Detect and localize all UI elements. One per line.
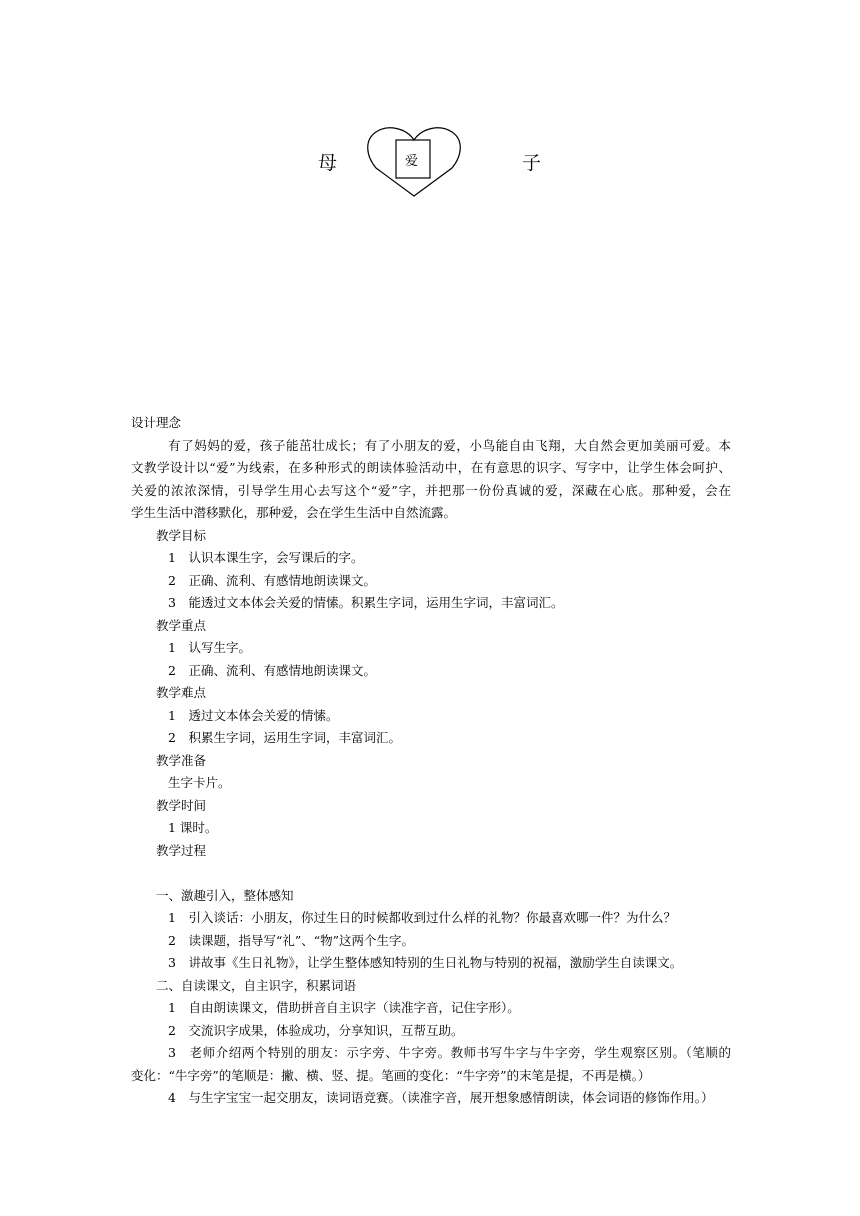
blank-line: [131, 862, 731, 885]
title-char-mother: 母: [318, 152, 338, 174]
list-item-continuation: 变化：“牛字旁”的笔顺是：撇、横、竖、提。笔画的变化：“牛字旁”的末笔是提，不再是横。）: [131, 1067, 651, 1083]
title-char-love: 爱: [405, 154, 419, 169]
list-item: 2 交流识字成果，体验成功，分享知识，互帮互助。: [168, 1022, 464, 1038]
list-item: 1 课时。: [168, 820, 218, 835]
section-heading: 教学时间: [156, 797, 207, 813]
list-item: 1 自由朗读课文，借助拼音自主识字（读准字音，记住字形）。: [168, 1000, 520, 1015]
title-char-child: 子: [522, 152, 542, 174]
list-item: 2 正确、流利、有感情地朗读课文。: [168, 572, 376, 588]
list-item: 1 透过文本体会关爱的情愫。: [168, 707, 339, 723]
section-heading: 教学重点: [156, 617, 207, 633]
section-heading: 教学目标: [156, 527, 207, 543]
process-heading: 一、激趣引入，整体感知: [156, 887, 294, 903]
list-item: 生字卡片。: [168, 775, 231, 790]
section-heading: 教学准备: [156, 752, 207, 768]
list-item: 2 正确、流利、有感情地朗读课文。: [168, 662, 376, 678]
list-item: 2 读课题，指导写“礼”、“物”这两个生字。: [168, 932, 415, 948]
process-heading: 二、自读课文，自主识字，积累词语: [156, 977, 357, 993]
paragraph-line: 文教学设计以“爱”为线索，在多种形式的朗读体验活动中，在有意思的识字、写字中，让学生体会呵护、: [131, 460, 731, 475]
section-heading: 教学难点: [156, 685, 207, 700]
list-item: 3 能透过文本体会关爱的情愫。积累生字词，运用生字词，丰富词汇。: [168, 595, 564, 610]
list-item: 2 积累生字词，运用生字词，丰富词汇。: [168, 730, 401, 745]
paragraph-line: 有了妈妈的爱，孩子能茁壮成长；有了小朋友的爱，小鸟能自由飞翔，大自然会更加美丽可爱。本: [168, 437, 731, 453]
list-item: 1 认识本课生字，会写课后的字。: [168, 550, 364, 565]
list-item: 4 与生字宝宝一起交朋友，读词语竞赛。（读准字音，展开想象感情朗读，体会词语的修饰作用。）: [168, 1090, 714, 1105]
paragraph-line: 关爱的浓浓深情，引导学生用心去写这个“爱”字，并把那一份份真诚的爱，深藏在心底。那种爱，会在: [131, 482, 731, 498]
list-item: 1 认写生字。: [168, 640, 251, 655]
list-item: 3 老师介绍两个特别的朋友：示字旁、牛字旁。教师书写牛字与牛字旁，学生观察区别。（笔顺的: [168, 1045, 731, 1060]
section-heading: 教学过程: [156, 842, 207, 858]
section-heading: 设计理念: [131, 415, 182, 430]
list-item: 3 讲故事《生日礼物》，让学生整体感知特别的生日礼物与特别的祝福，激励学生自读课文。: [168, 955, 683, 970]
list-item: 1 引入谈话：小朋友，你过生日的时候都收到过什么样的礼物？你最喜欢哪一件？为什么？: [168, 910, 676, 925]
document-body: [131, 412, 731, 1110]
paragraph-line: 学生生活中潜移默化，那种爱，会在学生生活中自然流露。: [131, 505, 457, 520]
